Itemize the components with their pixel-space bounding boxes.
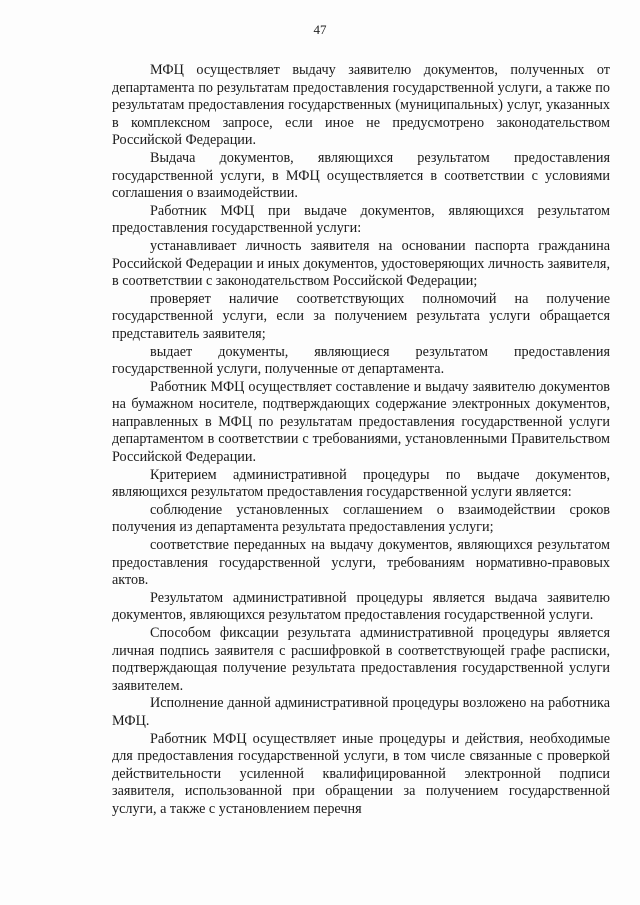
paragraph: соответствие переданных на выдачу документов, являющихся результатом предоставления государственной услуги, требованиям нормативно-правовых актов. (112, 537, 610, 589)
paragraph: устанавливает личность заявителя на основании паспорта гражданина Российской Федерации и иных документов, удостоверяющих личность заявителя, в соответствии с законодательством Российской Федерации; (112, 237, 610, 290)
paragraph: Выдача документов, являющихся результатом предоставления государственной услуги, в МФЦ осуществляется в соответствии с условиями соглашения о взаимодействии. (112, 149, 610, 202)
document-body (112, 62, 610, 819)
paragraph: Результатом административной процедуры является выдача заявителю документов, являющихся результатом предоставления государственной услуги. (112, 589, 610, 624)
paragraph: Критерием административной процедуры по выдаче документов, являющихся результатом предоставления государственной услуги является: (112, 466, 610, 501)
paragraph: проверяет наличие соответствующих полномочий на получение государственной услуги, если за получением результата услуги обращается представитель заявителя; (112, 290, 610, 342)
paragraph: Способом фиксации результата административной процедуры является личная подпись заявителя с расшифровкой в соответствующей графе расписки, подтверждающая получение результата предоставления государственной услуги заявителем. (112, 625, 610, 694)
paragraph: Работник МФЦ осуществляет составление и выдачу заявителю документов на бумажном носителе, подтверждающих содержание электронных документов, направленных в МФЦ по результатам предоставления государственной услуги департаментом в соответствии с требованиями, установленными Правительством Российской Федерации. (112, 378, 610, 466)
paragraph: МФЦ осуществляет выдачу заявителю документов, полученных от департамента по результатам предоставления государственной услуги, а также по результатам предоставления государственных (муниципальных) услуг, указанных в комплексном запросе, если иное не предусмотрено законодательством Российской Федерации. (112, 62, 610, 149)
paragraph: выдает документы, являющиеся результатом предоставления государственной услуги, полученные от департамента. (112, 343, 610, 378)
paragraph: Работник МФЦ осуществляет иные процедуры и действия, необходимые для предоставления государственной услуги, в том числе связанные с проверкой действительности усиленной квалифицированной электронной подписи заявителя, использованной при обращении за получением государственной услуги, а также с установлением перечня (112, 730, 610, 817)
paragraph: соблюдение установленных соглашением о взаимодействии сроков получения из департамента результата предоставления услуги; (112, 501, 610, 536)
paragraph: Работник МФЦ при выдаче документов, являющихся результатом предоставления государственной услуги: (112, 202, 610, 237)
paragraph: Исполнение данной административной процедуры возложено на работника МФЦ. (112, 695, 610, 729)
page-number: 47 (313, 22, 327, 37)
